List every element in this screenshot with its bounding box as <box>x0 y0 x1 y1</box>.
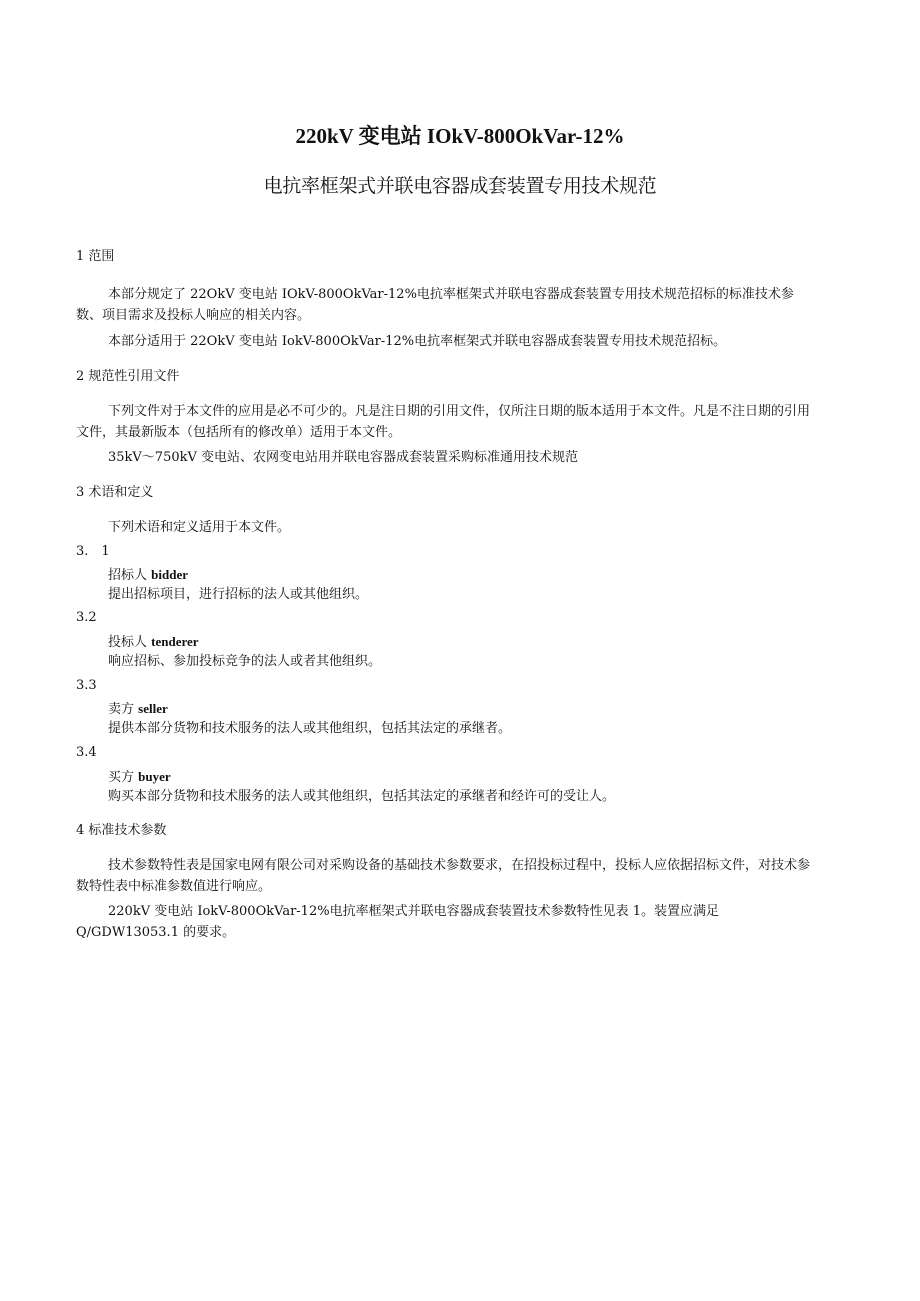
term-definition: 提供本部分货物和技术服务的法人或其他组织，包括其法定的承继者。 <box>108 721 512 736</box>
term-name <box>108 698 168 720</box>
term-definition: 提出招标项目，进行招标的法人或其他组织。 <box>108 587 369 602</box>
section-1-heading: 1 范围 <box>76 249 115 264</box>
term-name-en: bidder <box>151 567 188 582</box>
section-2-paragraph-1: 下列文件对于本文件的应用是必不可少的。凡是注日期的引用文件，仅所注日期的版本适用于本文件。凡是不注日期的引用文件，其最新版本（包括所有的修改单）适用于本文件。 <box>76 404 811 440</box>
term-number: 3.4 <box>76 745 97 760</box>
term-name-cn: 投标人 <box>108 635 148 650</box>
term-number: 3.3 <box>76 678 97 693</box>
document-title-line2: 电抗率框架式并联电容器成套装置专用技术规范 <box>263 175 657 197</box>
section-4-paragraph-2: 220kV 变电站 IokV-800OkVar-12%电抗率框架式并联电容器成套装置技术参数特性见表 1。装置应满足 Q/GDW13053.1 的要求。 <box>76 904 719 940</box>
term-name-cn: 卖方 <box>108 702 135 717</box>
term-name-en: buyer <box>138 769 171 784</box>
section-4-heading: 4 标准技术参数 <box>76 823 167 838</box>
term-definition: 响应招标、参加投标竞争的法人或者其他组织。 <box>108 654 382 669</box>
document-title-line1: 220kV 变电站 IOkV-800OkVar-12% <box>295 124 625 148</box>
term-name <box>108 766 171 788</box>
term-name <box>108 631 199 653</box>
term-name <box>108 564 188 586</box>
section-1-paragraph-1: 本部分规定了 22OkV 变电站 IOkV-800OkVar-12%电抗率框架式并联电容器成套装置专用技术规范招标的标准技术参数、项目需求及投标人响应的相关内容。 <box>76 287 794 323</box>
term-name-en: tenderer <box>151 634 199 649</box>
term-name-cn: 招标人 <box>108 568 148 583</box>
term-number: 3.2 <box>76 610 97 625</box>
section-2-heading: 2 规范性引用文件 <box>76 369 180 384</box>
section-1-paragraph-2: 本部分适用于 22OkV 变电站 IokV-800OkVar-12%电抗率框架式并联电容器成套装置专用技术规范招标。 <box>108 334 727 349</box>
term-definition: 购买本部分货物和技术服务的法人或其他组织，包括其法定的承继者和经许可的受让人。 <box>108 789 616 804</box>
section-3-heading: 3 术语和定义 <box>76 485 154 500</box>
term-name-cn: 买方 <box>108 770 135 785</box>
term-number: 3. 1 <box>76 544 110 559</box>
section-3-intro: 下列术语和定义适用于本文件。 <box>108 520 291 535</box>
section-4-paragraph-1: 技术参数特性表是国家电网有限公司对采购设备的基础技术参数要求，在招投标过程中，投标人应依据招标文件，对技术参数特性表中标准参数值进行响应。 <box>76 858 811 894</box>
section-2-reference: 35kV～750kV 变电站、农网变电站用并联电容器成套装置采购标准通用技术规范 <box>108 450 579 465</box>
term-name-en: seller <box>138 701 168 716</box>
